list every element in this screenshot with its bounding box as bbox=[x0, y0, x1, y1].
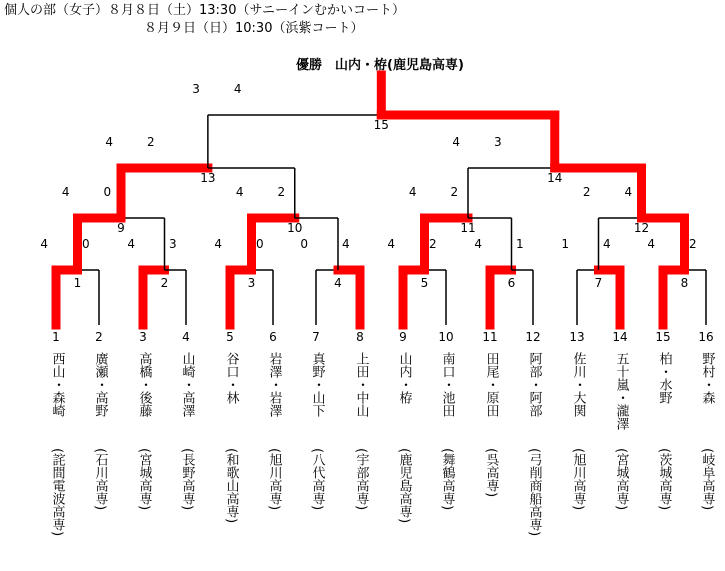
player-seed-1: 1 bbox=[52, 330, 60, 344]
score-right-6: 1 bbox=[516, 237, 524, 251]
player-names-9: 山内・栫 bbox=[396, 352, 412, 404]
player-seed-12: 12 bbox=[525, 330, 541, 344]
player-seed-4: 4 bbox=[182, 330, 190, 344]
player-school-2: (石川高専) bbox=[92, 448, 108, 511]
player-school-5: (和歌山高専) bbox=[223, 448, 239, 524]
match-number-14: 14 bbox=[547, 171, 563, 185]
score-left-12: 2 bbox=[582, 185, 591, 199]
player-names-14: 五十嵐・瀧澤 bbox=[613, 352, 629, 430]
player-names-16: 野村・森 bbox=[699, 352, 715, 404]
score-right-2: 3 bbox=[169, 237, 177, 251]
player-seed-2: 2 bbox=[95, 330, 103, 344]
score-left-11: 4 bbox=[408, 185, 417, 199]
match-number-4: 4 bbox=[334, 276, 342, 290]
player-school-3: (宮城高専) bbox=[136, 448, 152, 511]
match-number-10: 10 bbox=[287, 221, 303, 235]
player-school-8: (宇部高専) bbox=[353, 448, 369, 511]
player-names-5: 谷口・林 bbox=[223, 352, 239, 404]
match-number-8: 8 bbox=[680, 276, 689, 290]
player-school-6: (旭川高専) bbox=[266, 448, 282, 511]
schedule-line-2: ８月９日（日）10:30（浜紫コート） bbox=[144, 21, 364, 36]
player-seed-9: 9 bbox=[399, 330, 407, 344]
score-left-6: 4 bbox=[474, 237, 482, 251]
player-school-15: (茨城高専) bbox=[656, 448, 672, 511]
player-school-16: (岐阜高専) bbox=[699, 448, 715, 511]
match-number-2: 2 bbox=[160, 276, 169, 290]
score-right-8: 2 bbox=[689, 237, 697, 251]
player-seed-13: 13 bbox=[569, 330, 585, 344]
score-right-4: 4 bbox=[342, 237, 350, 251]
player-seed-16: 16 bbox=[698, 330, 714, 344]
player-school-11: (呉高専) bbox=[483, 448, 499, 498]
score-left-7: 1 bbox=[561, 237, 569, 251]
player-seed-10: 10 bbox=[438, 330, 454, 344]
player-school-10: (舞鶴高専) bbox=[439, 448, 455, 511]
player-seed-7: 7 bbox=[312, 330, 320, 344]
schedule-line-1: 個人の部（女子）８月８日（土）13:30（サニーインむかいコート） bbox=[4, 3, 405, 18]
player-school-7: (八代高専) bbox=[309, 448, 325, 511]
player-seed-8: 8 bbox=[356, 330, 364, 344]
score-left-1: 4 bbox=[40, 237, 48, 251]
score-right-9: 0 bbox=[103, 185, 112, 199]
score-right-7: 4 bbox=[603, 237, 611, 251]
player-school-4: (長野高専) bbox=[179, 448, 195, 511]
score-left-10: 4 bbox=[235, 185, 244, 199]
match-number-6: 6 bbox=[507, 276, 516, 290]
score-left-13: 4 bbox=[105, 135, 113, 149]
player-names-7: 真野・山下 bbox=[309, 352, 325, 417]
score-right-14: 3 bbox=[494, 135, 502, 149]
player-school-9: (鹿児島高専) bbox=[396, 448, 412, 524]
score-left-3: 4 bbox=[214, 237, 222, 251]
player-names-3: 高橋・後藤 bbox=[136, 352, 152, 417]
score-right-10: 2 bbox=[277, 185, 286, 199]
player-seed-15: 15 bbox=[655, 330, 671, 344]
player-school-14: (宮城高専) bbox=[613, 448, 629, 511]
score-right-11: 2 bbox=[450, 185, 459, 199]
player-seed-11: 11 bbox=[482, 330, 498, 344]
match-number-15: 15 bbox=[373, 118, 389, 132]
score-left-5: 4 bbox=[387, 237, 395, 251]
match-number-12: 12 bbox=[633, 221, 650, 235]
score-left-2: 4 bbox=[127, 237, 135, 251]
score-left-8: 4 bbox=[647, 237, 655, 251]
score-left-14: 4 bbox=[452, 135, 460, 149]
player-school-13: (旭川高専) bbox=[570, 448, 586, 511]
score-right-1: 0 bbox=[82, 237, 90, 251]
player-names-15: 柏・水野 bbox=[656, 352, 672, 404]
score-right-12: 4 bbox=[624, 185, 633, 199]
player-names-10: 南口・池田 bbox=[439, 352, 455, 417]
player-seed-14: 14 bbox=[612, 330, 628, 344]
player-school-12: (弓削商船高専) bbox=[526, 448, 542, 537]
score-left-15: 3 bbox=[192, 82, 200, 96]
match-number-7: 7 bbox=[594, 276, 603, 290]
score-left-9: 4 bbox=[61, 185, 70, 199]
score-right-3: 0 bbox=[256, 237, 264, 251]
player-names-11: 田尾・原田 bbox=[483, 352, 499, 417]
match-number-9: 9 bbox=[117, 221, 125, 235]
champion-label: 優勝 山内・栫(鹿児島高専) bbox=[296, 58, 464, 73]
score-right-13: 2 bbox=[147, 135, 155, 149]
player-school-1: (詫間電波高専) bbox=[49, 448, 65, 537]
player-seed-3: 3 bbox=[139, 330, 147, 344]
player-names-4: 山崎・高澤 bbox=[179, 352, 195, 417]
score-right-5: 2 bbox=[429, 237, 437, 251]
player-names-2: 廣瀬・高野 bbox=[92, 352, 108, 417]
player-names-13: 佐川・大関 bbox=[570, 352, 586, 417]
player-names-8: 上田・中山 bbox=[353, 352, 369, 417]
score-left-4: 0 bbox=[300, 237, 308, 251]
player-names-1: 西山・森崎 bbox=[49, 352, 65, 417]
player-seed-6: 6 bbox=[269, 330, 277, 344]
match-number-3: 3 bbox=[247, 276, 256, 290]
player-names-6: 岩澤・岩澤 bbox=[266, 352, 282, 417]
match-number-13: 13 bbox=[200, 171, 216, 185]
match-number-5: 5 bbox=[420, 276, 429, 290]
match-number-1: 1 bbox=[73, 276, 82, 290]
score-right-15: 4 bbox=[233, 82, 242, 96]
player-names-12: 阿部・阿部 bbox=[526, 352, 542, 417]
player-seed-5: 5 bbox=[226, 330, 234, 344]
match-number-11: 11 bbox=[460, 221, 476, 235]
